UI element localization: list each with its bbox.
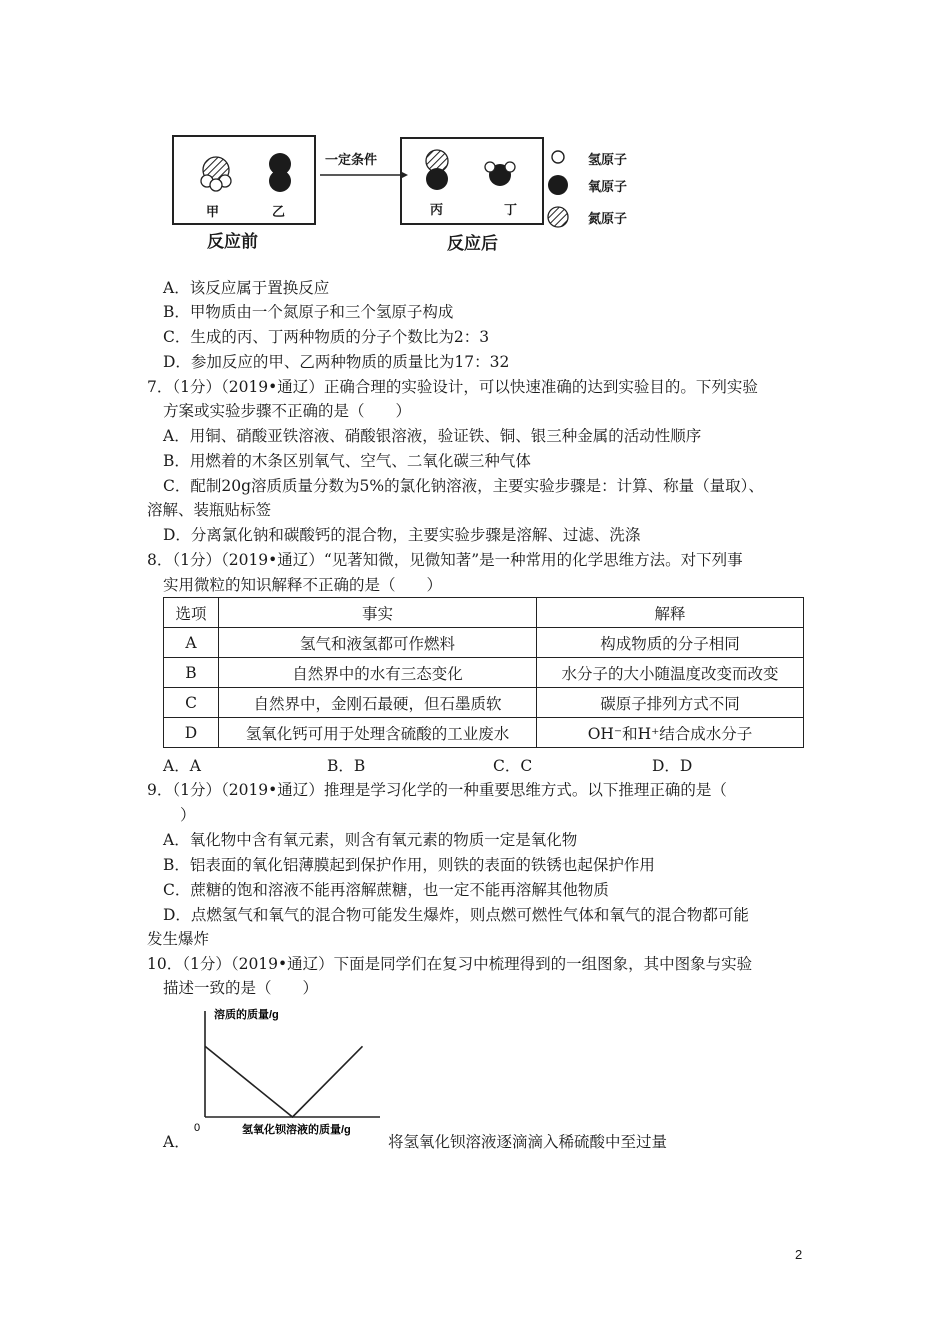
origin-label: 0 bbox=[194, 1122, 201, 1134]
page-number: 2 bbox=[795, 1247, 803, 1262]
table-row bbox=[164, 628, 804, 658]
after-box bbox=[400, 137, 544, 225]
ammonia-molecule-icon bbox=[201, 157, 231, 191]
legend-hydrogen: 氢原子 bbox=[588, 153, 628, 168]
oxygen-molecule-icon bbox=[269, 153, 291, 192]
legend-nitrogen: 氮原子 bbox=[588, 212, 628, 227]
q10-chart bbox=[190, 1005, 390, 1145]
q9-option-b: B．铝表面的氧化铝薄膜起到保护作用，则铁的表面的铁锈也起保护作用 bbox=[163, 856, 655, 874]
table-row bbox=[164, 688, 804, 718]
after-molecules bbox=[402, 139, 542, 223]
cell-option: D bbox=[164, 718, 219, 748]
header-fact: 事实 bbox=[219, 598, 537, 628]
header-option: 选项 bbox=[164, 598, 219, 628]
hydrogen-atom-icon bbox=[552, 151, 564, 163]
q7-option-b: B．用燃着的木条区别氧气、空气、二氧化碳三种气体 bbox=[163, 452, 531, 470]
label-yi: 乙 bbox=[272, 205, 286, 220]
header-explanation: 解释 bbox=[537, 598, 804, 628]
q8-stem: 8．（1分）（2019•通辽）“见著知微，见微知著”是一种常用的化学思维方法。对下列事 bbox=[147, 551, 743, 569]
cell-explanation: OH⁻和H⁺结合成水分子 bbox=[537, 718, 804, 748]
q7-option-a: A．用铜、硝酸亚铁溶液、硝酸银溶液，验证铁、铜、银三种金属的活动性顺序 bbox=[163, 427, 702, 445]
table-header-row bbox=[164, 598, 804, 628]
before-caption: 反应前 bbox=[207, 232, 258, 252]
legend-icons bbox=[545, 143, 575, 243]
label-bing: 丙 bbox=[430, 203, 444, 218]
arrow-condition-label: 一定条件 bbox=[325, 153, 378, 168]
q8-answer-d: D．D bbox=[652, 757, 693, 775]
q8-answer-a: A．A bbox=[163, 757, 201, 775]
q7-option-d: D．分离氯化钠和碳酸钙的混合物，主要实验步骤是溶解、过滤、洗涤 bbox=[163, 526, 641, 544]
q7-option-c: C．配制20g溶质质量分数为5%的氯化钠溶液，主要实验步骤是：计算、称量（量取）、 bbox=[163, 477, 764, 495]
table-row bbox=[164, 658, 804, 688]
nitrogen-atom-icon bbox=[548, 207, 568, 227]
q6-option-d: D．参加反应的甲、乙两种物质的质量比为17：32 bbox=[163, 353, 510, 371]
cell-explanation: 水分子的大小随温度改变而改变 bbox=[537, 658, 804, 688]
cell-option: B bbox=[164, 658, 219, 688]
before-box bbox=[172, 135, 316, 225]
q9-option-d: D．点燃氢气和氧气的混合物可能发生爆炸，则点燃可燃性气体和氧气的混合物都可能 bbox=[163, 906, 749, 924]
cell-fact: 自然界中，金刚石最硬，但石墨质软 bbox=[219, 688, 537, 718]
q10-stem-cont: 描述一致的是（ ） bbox=[163, 979, 319, 997]
q8-answer-c: C．C bbox=[493, 757, 533, 775]
water-molecule-icon bbox=[485, 162, 515, 186]
q9-option-c: C．蔗糖的饱和溶液不能再溶解蔗糖，也一定不能再溶解其他物质 bbox=[163, 881, 609, 899]
cell-fact: 自然界中的水有三态变化 bbox=[219, 658, 537, 688]
cell-option: C bbox=[164, 688, 219, 718]
oxygen-atom-icon bbox=[548, 175, 568, 195]
series-line bbox=[205, 1046, 363, 1117]
q6-option-b: B．甲物质由一个氮原子和三个氢原子构成 bbox=[163, 303, 454, 321]
cell-option: A bbox=[164, 628, 219, 658]
reaction-diagram bbox=[160, 125, 680, 260]
nitric-oxide-molecule-icon bbox=[426, 150, 448, 190]
after-caption: 反应后 bbox=[447, 234, 498, 254]
table-row bbox=[164, 718, 804, 748]
q7-stem-cont: 方案或实验步骤不正确的是（ ） bbox=[163, 402, 412, 420]
q10-option-a-desc: 将氢氧化钡溶液逐滴滴入稀硫酸中至过量 bbox=[388, 1133, 668, 1151]
q10-stem: 10．（1分）（2019•通辽）下面是同学们在复习中梳理得到的一组图象，其中图象与实验 bbox=[147, 955, 753, 973]
q6-option-a: A．该反应属于置换反应 bbox=[163, 279, 330, 297]
q9-stem-cont: ） bbox=[180, 806, 196, 824]
q7-option-c-cont: 溶解、装瓶贴标签 bbox=[147, 501, 272, 519]
label-jia: 甲 bbox=[206, 205, 220, 220]
q8-table bbox=[163, 597, 804, 748]
cell-fact: 氢气和液氢都可作燃料 bbox=[219, 628, 537, 658]
q7-stem: 7．（1分）（2019•通辽）正确合理的实验设计，可以快速准确的达到实验目的。下列实验 bbox=[147, 378, 758, 396]
label-ding: 丁 bbox=[504, 203, 518, 218]
q6-option-c: C．生成的丙、丁两种物质的分子个数比为2：3 bbox=[163, 328, 490, 346]
q9-stem: 9．（1分）（2019•通辽）推理是学习化学的一种重要思维方式。以下推理正确的是（ bbox=[147, 781, 727, 799]
q8-answer-b: B．B bbox=[327, 757, 366, 775]
y-axis-label: 溶质的质量/g bbox=[214, 1009, 279, 1021]
q9-option-d-cont: 发生爆炸 bbox=[147, 930, 210, 948]
q9-option-a: A．氧化物中含有氧元素，则含有氧元素的物质一定是氧化物 bbox=[163, 831, 578, 849]
cell-explanation: 构成物质的分子相同 bbox=[537, 628, 804, 658]
cell-explanation: 碳原子排列方式不同 bbox=[537, 688, 804, 718]
legend-oxygen: 氧原子 bbox=[588, 180, 628, 195]
before-molecules bbox=[174, 137, 314, 223]
cell-fact: 氢氧化钙可用于处理含硫酸的工业废水 bbox=[219, 718, 537, 748]
x-axis-label: 氢氧化钡溶液的质量/g bbox=[242, 1124, 351, 1136]
q10-option-a-label: A． bbox=[163, 1133, 190, 1151]
q8-stem-cont: 实用微粒的知识解释不正确的是（ ） bbox=[163, 576, 443, 594]
